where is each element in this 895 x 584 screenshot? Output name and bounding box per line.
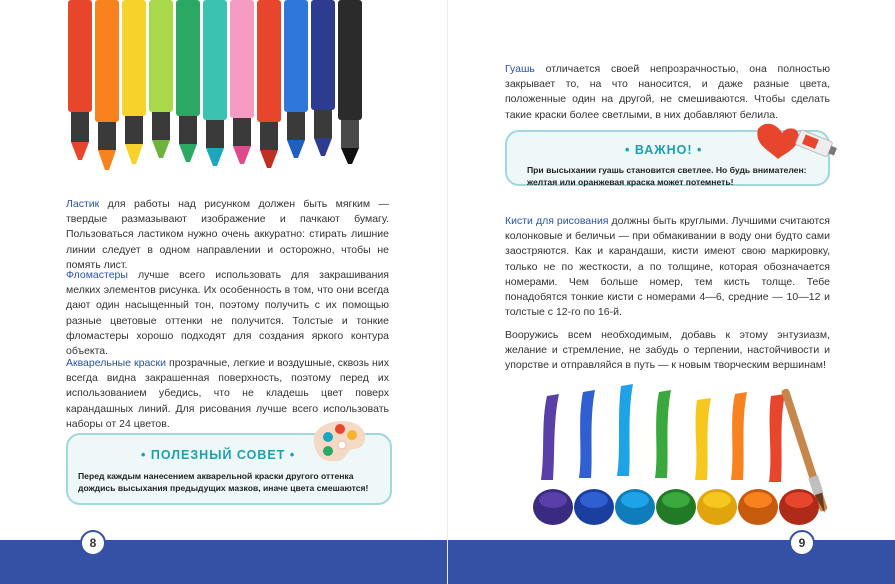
term-watercolor: Акварельные краски [66, 357, 166, 369]
paint-tube-icon [748, 115, 843, 175]
important-text: При высыхании гуашь становится светлее. Но будь внимателен: желтая или оранжевая краска может потемнеть! [527, 165, 807, 187]
right-footer-bar [448, 540, 895, 584]
left-footer-bar [0, 540, 447, 584]
stroke-purple [541, 394, 559, 480]
stroke-cyan [617, 384, 633, 476]
marker-light-green [149, 0, 173, 158]
term-markers: Фломастеры [66, 269, 128, 281]
markers-illustration [55, 0, 395, 180]
paragraph-closing [505, 328, 830, 374]
term-brushes: Кисти для рисования [505, 215, 609, 227]
marker-yellow [122, 0, 146, 164]
marker-black [338, 0, 362, 164]
marker-red [68, 0, 92, 160]
term-eraser: Ластик [66, 198, 100, 210]
marker-teal [203, 0, 227, 166]
term-gouache: Гуашь [505, 63, 535, 75]
stroke-red [769, 394, 785, 482]
marker-blue [284, 0, 308, 158]
important-title: • ВАЖНО! • [625, 143, 703, 157]
palette-icon [306, 415, 370, 465]
marker-orange [95, 0, 119, 170]
paragraph-gouache [505, 62, 830, 123]
marker-pink [230, 0, 254, 164]
paragraph-gouache-text: отличается своей непрозрачностью, она полностью закрывает то, на что наносится, и даже разные цвета, положенные один на другой, не смешиваются. Чтобы сделать такие краски более светлыми, в них добавляют белила. [505, 63, 830, 121]
paragraph-brushes [505, 214, 830, 320]
paragraph-eraser [66, 197, 389, 273]
page-number-right: 9 [789, 530, 815, 556]
marker-green [176, 0, 200, 162]
marker-dark-red [257, 0, 281, 168]
paragraph-markers [66, 268, 389, 359]
gouache-paints-illustration [533, 382, 833, 530]
left-page [0, 0, 447, 584]
paragraph-brushes-text: должны быть круглыми. Лучшими считаются колонковые и беличьи — при обмакивании в воду они будто сами заостряются. Как и карандаши, кисти имеют свою маркировку, только не по жесткости, а по толщине, которая обозначается номерами. Чем больше номер, тем кисть толще. Тебе понадобятся тонкие кисти с номерами 4—6, средние — 10—12 и толстые с 12-го по 16-й. [505, 215, 830, 319]
useful-tip-title: • ПОЛЕЗНЫЙ СОВЕТ • [141, 448, 296, 462]
stroke-green [655, 390, 671, 478]
stroke-orange [731, 392, 747, 480]
paint-jars [533, 489, 819, 525]
paragraph-markers-text: лучше всего использовать для закрашивания мелких элементов рисунка. Их особенность в том, что они всегда дают один насыщенный тон, поэтому получить с их помощью разные цветовые оттенки не получится. Толстые и тонкие фломастеры хорошо подходят для создания яркого контура объекта. [66, 269, 389, 358]
stroke-blue [579, 390, 595, 478]
paragraph-watercolor-text: прозрачные, легкие и воздушные, сквозь них всегда видна закрашенная поверхность, поэтому перед их использованием убедись, что не кладешь цвет поверх карандашных линий. Для рисования лучше всего использовать наборы от 24 цветов. [66, 357, 389, 430]
marker-navy [311, 0, 335, 156]
stroke-yellow [695, 398, 711, 480]
page-number-left: 8 [80, 530, 106, 556]
useful-tip-text: Перед каждым нанесением акварельной краски другого оттенка дождись высыхания предыдущих мазков, иначе цвета смешаются! [78, 471, 369, 493]
right-page [448, 0, 895, 584]
paragraph-eraser-text: для работы над рисунком должен быть мягким — твердые размазывают изображение и пачкают бумагу. Пользоваться ластиком нужно очень аккуратно: стирать лишние линии следует в одном направлении и осторожно, чтобы не помять лист. [66, 198, 389, 271]
paragraph-closing-text: Вооружись всем необходимым, добавь к этому энтузиазм, желание и стремление, не забудь о терпении, настойчивости и упорстве и отправляйся в путь — к новым творческим вершинам! [505, 329, 830, 372]
